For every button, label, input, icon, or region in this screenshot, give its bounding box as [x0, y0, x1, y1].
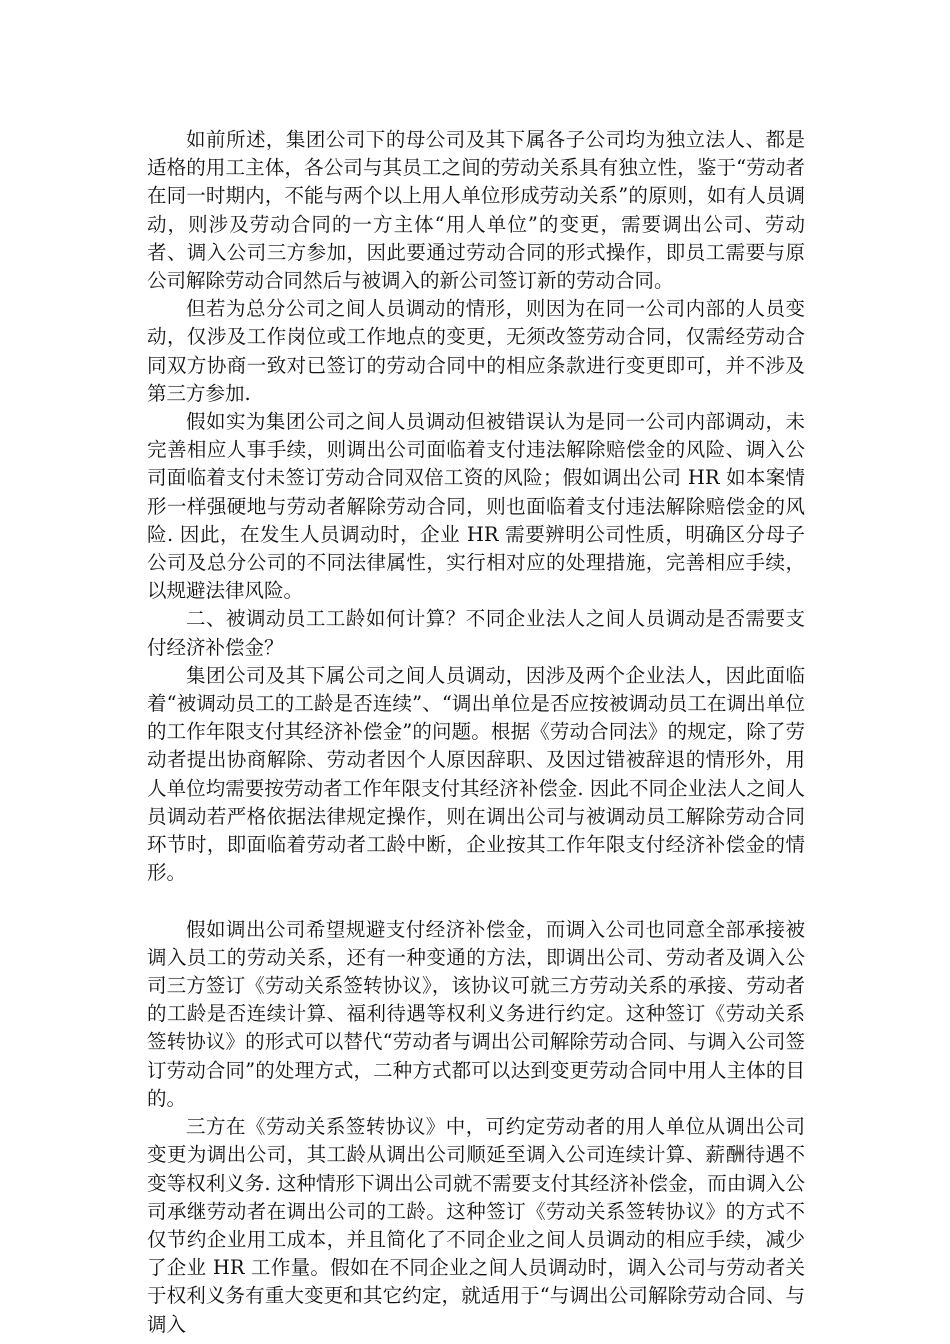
paragraph-5: 假如调出公司希望规避支付经济补偿金，而调入公司也同意全部承接被调入员工的劳动关系，还有一种变通的方法，即调出公司、劳动者及调入公司三方签订《劳动关系签转协议》，该协议可就三方劳动关系的承接、劳动者的工龄是否连续计算、福利待遇等权利义务进行约定。这种签订《劳动关系签转协议》的形式可以替代“劳动者与调出公司解除劳动合同、与调入公司签订劳动合同”的处理方式，二种方式都可以达到变更劳动合同中用人主体的目的。 [147, 917, 805, 1110]
section-heading-2: 二、被调动员工工龄如何计算？不同企业法人之间人员调动是否需要支付经济补偿金？ [147, 607, 805, 659]
paragraph-6: 三方在《劳动关系签转协议》中，可约定劳动者的用人单位从调出公司变更为调出公司，其工龄从调出公司顺延至调入公司连续计算、薪酬待遇不变等权利义务. 这种情形下调出公司就不需要支付其经济补偿金，而由调入公司承继劳动者在调出公司的工龄。这种签订《劳动关系签转协议》的方式不仅节约企业用工成本，并且简化了不同企业之间人员调动的相应手续，减少了企业 HR 工作量。假如在不同企业之间人员调动时，调入公司与劳动者关于权利义务有重大变更和其它约定，就适用于“与调出公司解除劳动合同、与调入 [147, 1115, 805, 1336]
paragraph-1: 如前所述，集团公司下的母公司及其下属各子公司均为独立法人、都是适格的用工主体，各公司与其员工之间的劳动关系具有独立性，鉴于“劳动者在同一时期内，不能与两个以上用人单位形成劳动关系”的原则，如有人员调动，则涉及劳动合同的一方主体“用人单位”的变更，需要调出公司、劳动者、调入公司三方参加，因此要通过劳动合同的形式操作，即员工需要与原公司解除劳动合同然后与被调入的新公司签订新的劳动合同。 [147, 128, 805, 293]
paragraph-spacer [147, 887, 805, 915]
paragraph-4: 集团公司及其下属公司之间人员调动，因涉及两个企业法人，因此面临着“被调动员工的工龄是否连续”、“调出单位是否应按被调动员工在调出单位的工作年限支付其经济补偿金”的问题。根据《劳动合同法》的规定，除了劳动者提出协商解除、劳动者因个人原因辞职、及因过错被辞退的情形外，用人单位均需要按劳动者工作年限支付其经济补偿金. 因此不同企业法人之间人员调动若严格依据法律规定操作，则在调出公司与被调动员工解除劳动合同环节时，即面临着劳动者工龄中断，企业按其工作年限支付经济补偿金的情形。 [147, 663, 805, 885]
paragraph-2: 但若为总分公司之间人员调动的情形，则因为在同一公司内部的人员变动，仅涉及工作岗位或工作地点的变更，无须改签劳动合同，仅需经劳动合同双方协商一致对已签订的劳动合同中的相应条款进行变更即可，并不涉及第三方参加. [147, 297, 805, 405]
document-body [147, 126, 805, 1339]
paragraph-3: 假如实为集团公司之间人员调动但被错误认为是同一公司内部调动，未完善相应人事手续，则调出公司面临着支付违法解除赔偿金的风险、调入公司面临着支付未签订劳动合同双倍工资的风险；假如调出公司 HR 如本案情形一样强硬地与劳动者解除劳动合同，则也面临着支付违法解除赔偿金的风险. 因此，在发生人员调动时，企业 HR 需要辨明公司性质，明确区分母子公司及总分公司的不同法律属性，实行相对应的处理措施，完善相应手续，以规避法律风险。 [147, 410, 805, 603]
